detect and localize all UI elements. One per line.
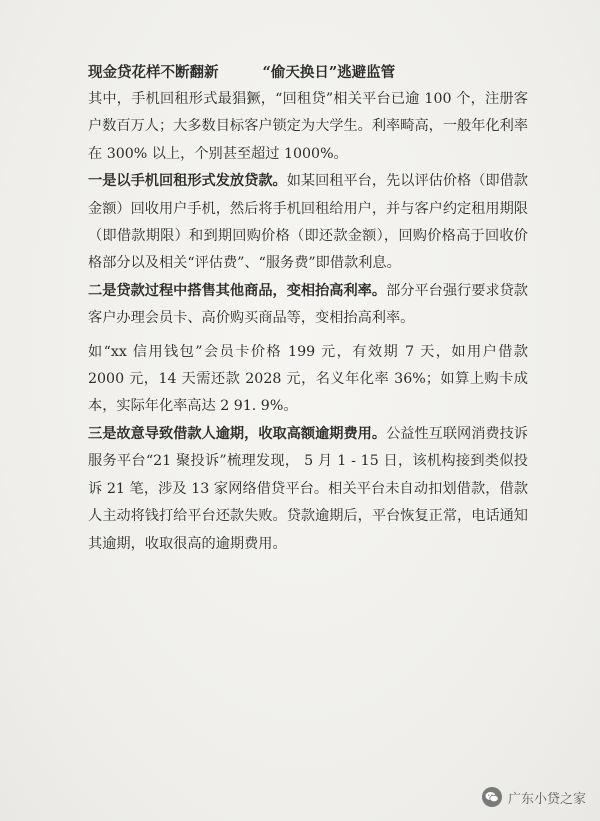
section-1-body: 如某回租平台，先以评估价格（即借款金额）回收用户手机，然后将手机回租给用户，并与客户约定租用期限（即借款期限）和到期回购价格（即还款金额），回购价格高于回收价格部分以及相关“评估费”、“服务费”即借款利息。 <box>88 173 528 272</box>
section-2-body: 部分平台强行要求贷款客户办理会员卡、高价购买商品等，变相抬高利率。 <box>88 282 528 327</box>
intro-paragraph: 其中，手机回租形式最猖獗，“回租贷”相关平台已逾 100 个，注册客户数百万人；大多数目标客户锁定为大学生。利率畸高，一般年化利率在 300% 以上，个别甚至超过 1000%。 <box>88 91 528 162</box>
section-1-heading: 一是以手机回租形式发放贷款。 <box>88 173 287 190</box>
document-title <box>88 60 528 86</box>
wechat-account-icon <box>482 787 502 807</box>
section-3 <box>88 421 528 558</box>
section-3-body: 公益性互联网消费技诉服务平台“21 聚投诉”梳理发现， 5 月 1 - 15 日，该机构接到类似投诉 21 笔，涉及 13 家网络借贷平台。相关平台未自动扣划借款，借款人主动将钱打给平台还款失败。贷款逾期后，平台恢复正常，电话通知其逾期，收取很高的逾期费用。 <box>88 425 528 552</box>
section-3-heading: 三是故意导致借款人逾期，收取高额逾期费用。 <box>88 425 387 442</box>
section-2 <box>88 278 528 333</box>
document-body <box>88 60 528 558</box>
section-1 <box>88 168 528 278</box>
title-part-1: 现金贷花样不断翻新 <box>88 64 219 81</box>
title-part-2: “偷天换日”逃避监管 <box>262 64 396 81</box>
section-2-example: 如“xx 信用钱包”会员卡价格 199 元，有效期 7 天，如用户借款 2000 元，14 天需还款 2028 元，名义年化率 36%；如算上购卡成本，实际年化率高达 2 91. 9%。 <box>88 343 528 415</box>
section-2-heading: 二是贷款过程中搭售其他商品，变相抬高利率。 <box>88 282 387 299</box>
watermark-text: 广东小贷之家 <box>507 791 586 807</box>
watermark <box>482 787 586 807</box>
